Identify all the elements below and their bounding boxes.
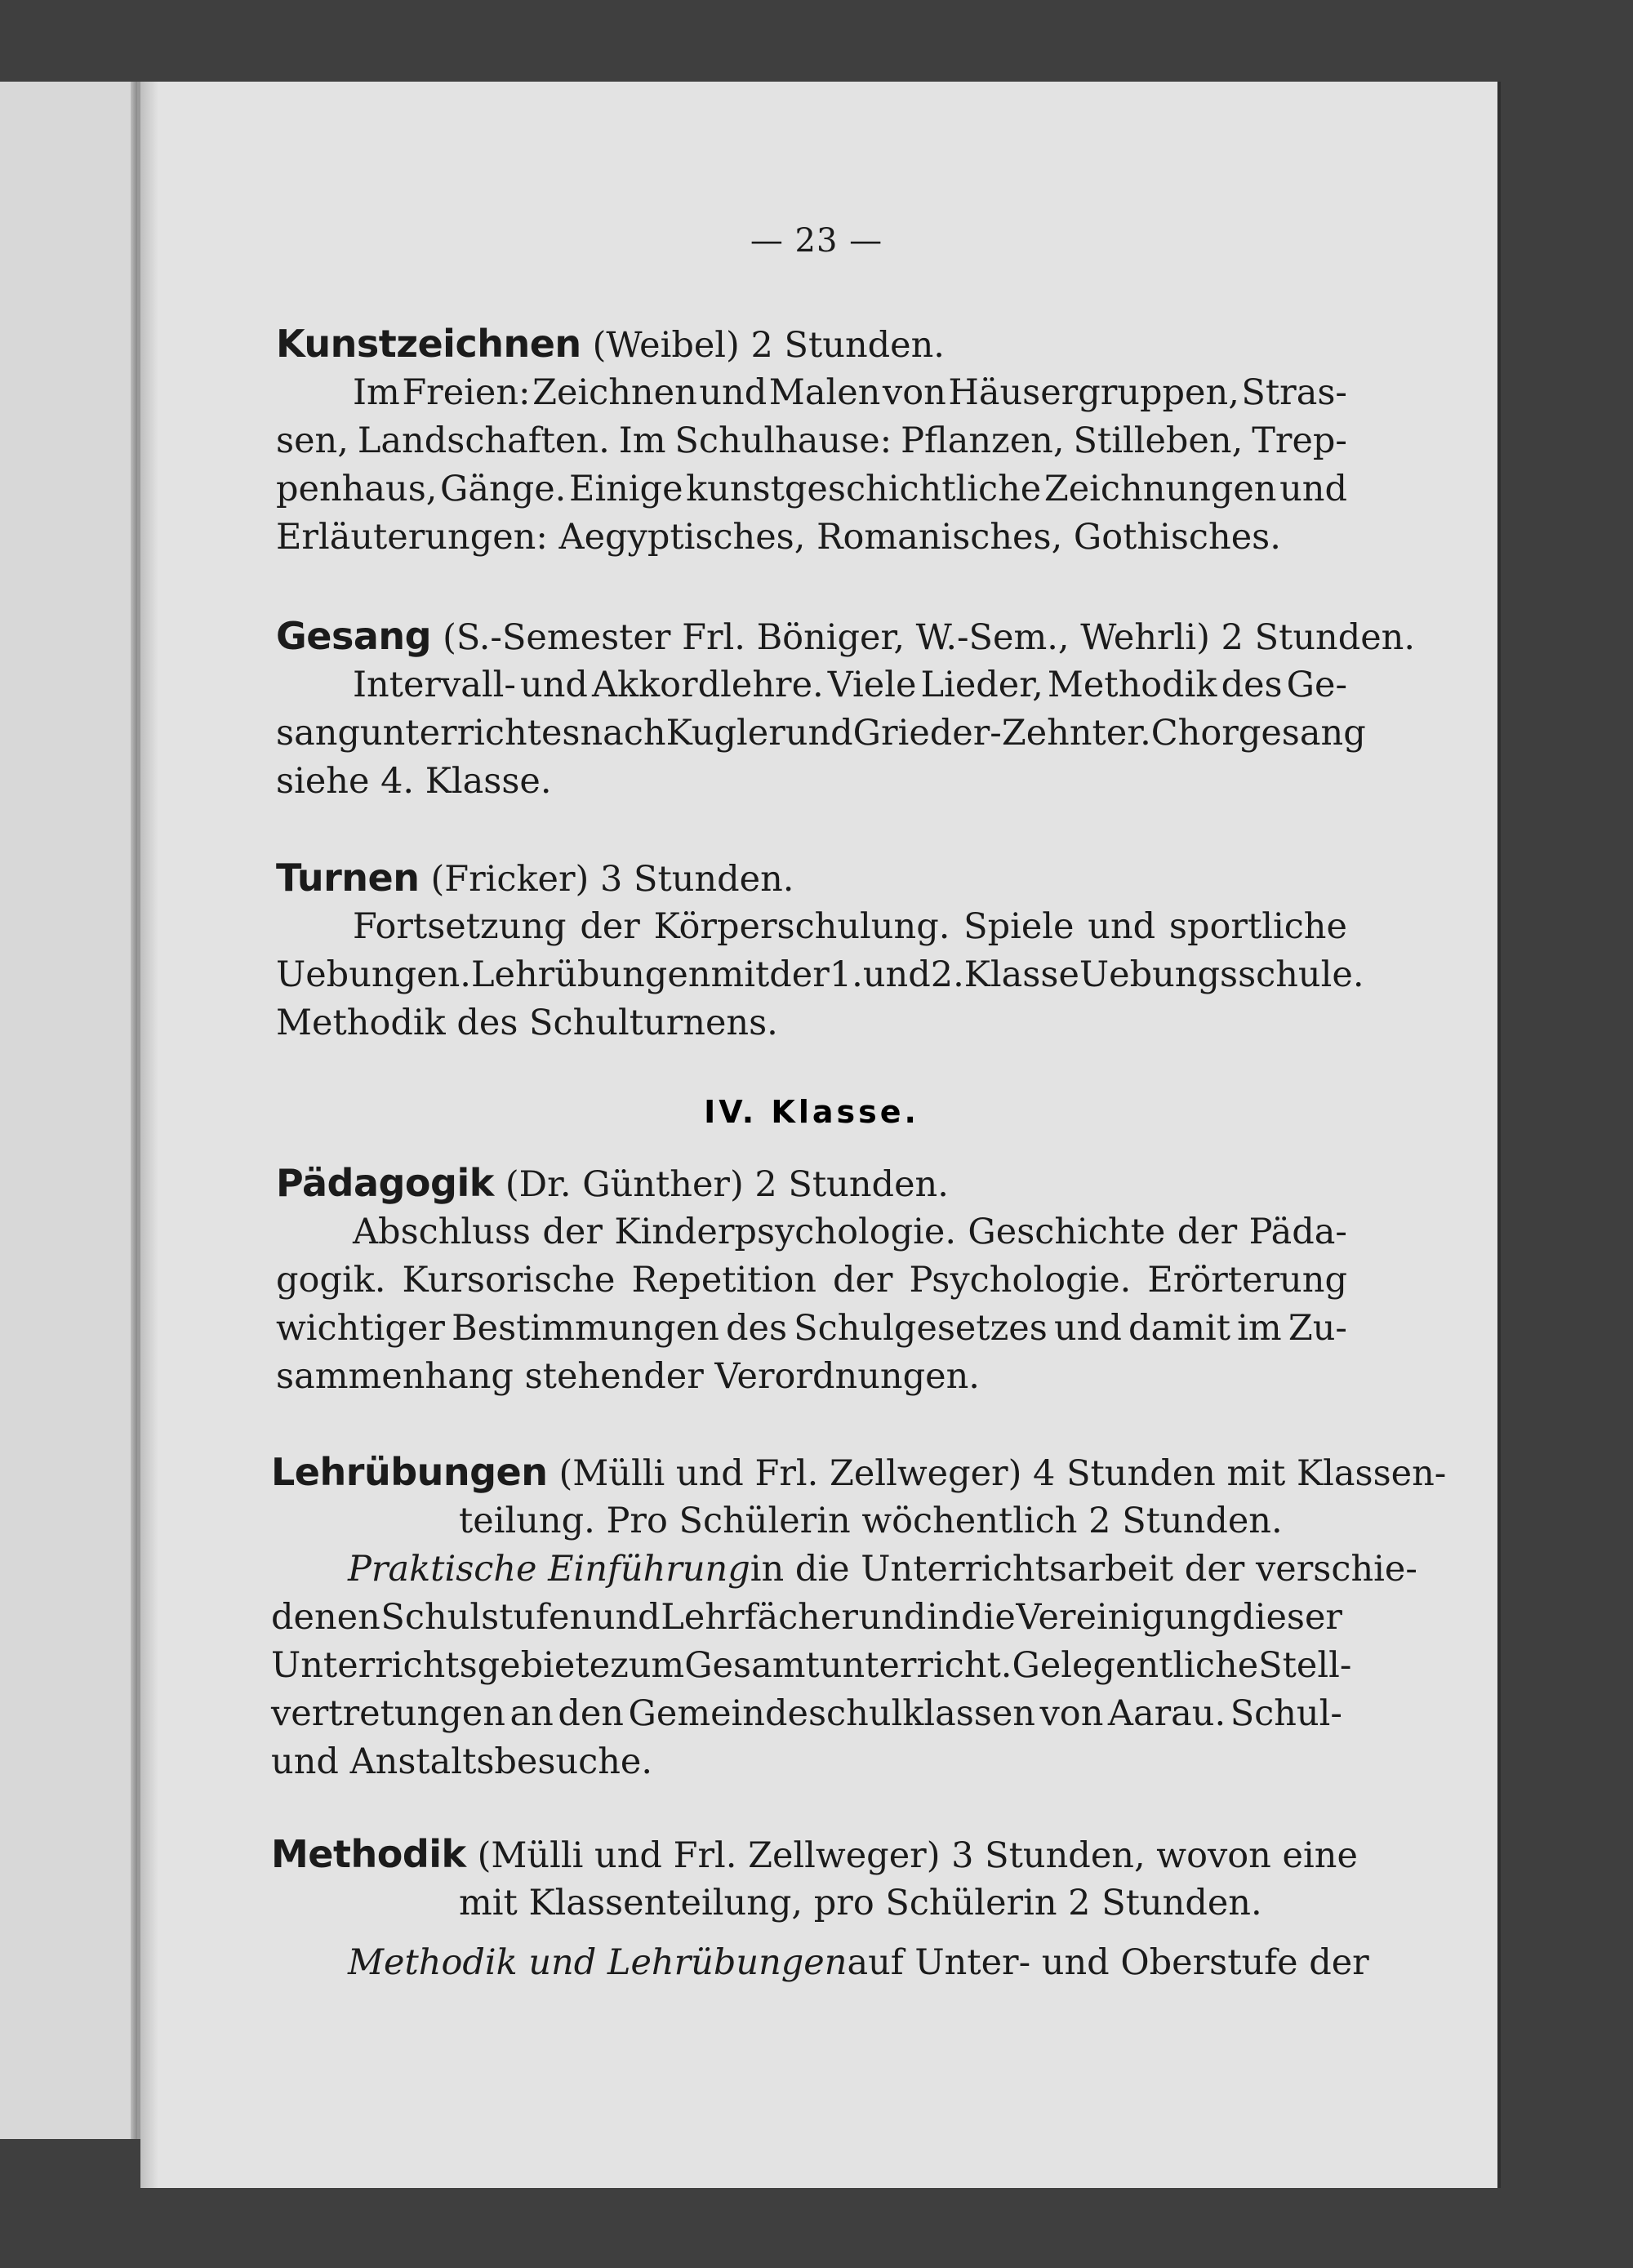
- word: Einige: [568, 469, 683, 509]
- section-heading: Turnen: [276, 856, 420, 900]
- word: Landschaften.: [357, 420, 610, 461]
- section-heading-line: [276, 852, 1347, 903]
- word: von: [1039, 1693, 1104, 1734]
- word: und: [520, 665, 588, 705]
- word: Stras-: [1241, 372, 1347, 413]
- word: Schulstufen: [380, 1597, 593, 1638]
- word: Grieder-Zehnter.: [852, 713, 1151, 754]
- word: der: [1177, 1212, 1238, 1252]
- word: und: [1088, 906, 1156, 947]
- section-heading-line: [276, 318, 1347, 369]
- section-detail: (Mülli und Frl. Zellweger) 3 Stunden, wovon eine: [477, 1835, 1358, 1876]
- word: Aarau.: [1107, 1693, 1226, 1734]
- text-line: Methodik des Schulturnens.: [276, 1003, 778, 1043]
- word: des: [1221, 665, 1283, 705]
- word: und: [592, 1597, 661, 1638]
- word: dieser: [1232, 1597, 1342, 1638]
- word: Abschluss: [353, 1212, 532, 1252]
- section-heading: Methodik: [271, 1832, 466, 1876]
- word: nach: [580, 713, 666, 754]
- word: im: [1237, 1308, 1282, 1349]
- text-line: [276, 369, 1347, 417]
- section-heading: Kunstzeichnen: [276, 322, 581, 366]
- text-line: [271, 1642, 1352, 1690]
- text-line: siehe 4. Klasse.: [276, 761, 552, 802]
- word: der: [769, 954, 830, 995]
- binding-gutter: [131, 82, 137, 2139]
- word: die: [961, 1597, 1016, 1638]
- word: Zeichnen: [532, 372, 697, 413]
- class-heading: IV. Klasse.: [704, 1094, 919, 1130]
- word: denen: [271, 1597, 380, 1638]
- word: Körperschulung.: [653, 906, 950, 947]
- word: und: [862, 954, 931, 995]
- word: Im: [353, 372, 400, 413]
- word: Kinderpsychologie.: [614, 1212, 957, 1252]
- text-line: [276, 1256, 1347, 1305]
- word: Chorgesang: [1150, 713, 1366, 754]
- word: sangunterrichtes: [276, 713, 581, 754]
- word: Repetition: [631, 1260, 816, 1301]
- word: penhaus,: [276, 469, 438, 509]
- text-line-with-lead: [271, 1545, 1417, 1594]
- word: sportliche: [1168, 906, 1347, 947]
- previous-page-edge: [0, 82, 140, 2139]
- word: Trep-: [1252, 420, 1347, 461]
- word: wichtiger: [276, 1308, 445, 1349]
- section-methodik: [271, 1829, 1369, 1987]
- word: der: [580, 906, 640, 947]
- word: an: [509, 1693, 554, 1734]
- section-gesang: [276, 611, 1416, 806]
- italic-lead: Praktische Einführung: [348, 1549, 750, 1590]
- text-line-with-lead: [271, 1939, 1369, 1987]
- text-line: [276, 417, 1347, 465]
- word: Stell-: [1258, 1645, 1352, 1686]
- word: Lieder,: [920, 665, 1043, 705]
- section-heading: Pädagogik: [276, 1161, 494, 1205]
- word: Uebungen.: [276, 954, 471, 995]
- word: Intervall-: [353, 665, 516, 705]
- word: damit: [1128, 1308, 1230, 1349]
- word: Viele: [827, 665, 917, 705]
- word: und: [1279, 469, 1347, 509]
- word: sen,: [276, 420, 349, 461]
- text-line: Erläuterungen: Aegyptisches, Romanisches, Gothisches.: [276, 517, 1281, 558]
- word: Kugler: [665, 713, 785, 754]
- section-heading-line: [271, 1829, 1358, 1879]
- word: gogik.: [276, 1260, 386, 1301]
- word: Kursorische: [402, 1260, 616, 1301]
- section-kunstzeichnen: [276, 318, 1347, 562]
- word: der: [542, 1212, 603, 1252]
- italic-lead: Methodik und Lehrübungen: [348, 1942, 848, 1983]
- word: Gänge.: [440, 469, 567, 509]
- word: Ge-: [1286, 665, 1347, 705]
- word: Bestimmungen: [452, 1308, 719, 1349]
- word: Unterrichtsgebiete: [271, 1645, 611, 1686]
- word: vertretungen: [271, 1693, 505, 1734]
- word: Vereinigung: [1016, 1597, 1232, 1638]
- word: Schulhause:: [674, 420, 892, 461]
- section-detail: (S.-Semester Frl. Böniger, W.-Sem., Wehrli) 2 Stunden.: [443, 617, 1416, 658]
- word: Im: [618, 420, 666, 461]
- section-lehruebungen: [271, 1447, 1447, 1786]
- word: 2.: [930, 954, 964, 995]
- word: 1.: [829, 954, 863, 995]
- word: Lehrfächer: [661, 1597, 858, 1638]
- word: und: [858, 1597, 927, 1638]
- text-line: in die Unterrichtsarbeit der verschie-: [750, 1549, 1417, 1590]
- word: Malen: [768, 372, 881, 413]
- word: Gelegentliche: [1012, 1645, 1259, 1686]
- word: zum: [610, 1645, 685, 1686]
- word: Lehrübungen: [470, 954, 711, 995]
- word: Pflanzen,: [901, 420, 1065, 461]
- page-number: — 23 —: [750, 222, 883, 260]
- word: Gesamtunterricht.: [684, 1645, 1012, 1686]
- word: Psychologie.: [909, 1260, 1132, 1301]
- word: Spiele: [963, 906, 1075, 947]
- word: und: [1053, 1308, 1122, 1349]
- section-heading-line: [276, 1158, 1347, 1208]
- word: Klasse: [963, 954, 1079, 995]
- word: Schul-: [1230, 1693, 1342, 1734]
- section-heading: Lehrübungen: [271, 1450, 548, 1494]
- text-line: [271, 1594, 1342, 1642]
- section-detail: (Fricker) 3 Stunden.: [430, 859, 794, 900]
- section-detail: (Weibel) 2 Stunden.: [592, 325, 945, 366]
- page-gutter-shadow: [140, 82, 158, 2188]
- word: Schulgesetzes: [794, 1308, 1048, 1349]
- section-detail: (Dr. Günther) 2 Stunden.: [505, 1164, 949, 1205]
- word: Freien:: [402, 372, 531, 413]
- word: Fortsetzung: [353, 906, 567, 947]
- word: Häusergruppen,: [948, 372, 1239, 413]
- word: von: [882, 372, 946, 413]
- text-line: und Anstaltsbesuche.: [271, 1741, 653, 1782]
- word: Uebungsschule.: [1079, 954, 1364, 995]
- section-detail: (Mülli und Frl. Zellweger) 4 Stunden mit Klassen-: [558, 1453, 1447, 1494]
- text-line: [276, 1208, 1347, 1256]
- section-detail-continuation: mit Klassenteilung, pro Schülerin 2 Stunden.: [459, 1883, 1262, 1923]
- text-line: [276, 1305, 1347, 1353]
- word: Zu-: [1288, 1308, 1347, 1349]
- section-turnen: [276, 852, 1364, 1047]
- text-line: [271, 1690, 1342, 1738]
- section-paedagogik: [276, 1158, 1347, 1401]
- word: in: [927, 1597, 961, 1638]
- section-heading-line: [276, 611, 1416, 661]
- word: Zeichnungen: [1043, 469, 1277, 509]
- section-heading: Gesang: [276, 614, 432, 658]
- word: Akkordlehre.: [591, 665, 824, 705]
- text-line: [276, 951, 1364, 999]
- word: Erörterung: [1147, 1260, 1347, 1301]
- word: Gemeindeschulklassen: [628, 1693, 1035, 1734]
- text-line: [276, 661, 1347, 709]
- word: kunstgeschichtliche: [686, 469, 1042, 509]
- text-line: [276, 709, 1366, 758]
- word: Päda-: [1248, 1212, 1347, 1252]
- word: Geschichte: [968, 1212, 1166, 1252]
- word: den: [558, 1693, 624, 1734]
- text-line: auf Unter- und Oberstufe der: [847, 1942, 1369, 1983]
- word: und: [699, 372, 768, 413]
- word: der: [832, 1260, 893, 1301]
- word: mit: [710, 954, 770, 995]
- text-line: sammenhang stehender Verordnungen.: [276, 1356, 980, 1397]
- text-line: [276, 465, 1347, 514]
- word: Stilleben,: [1073, 420, 1244, 461]
- section-heading-line: [271, 1447, 1447, 1497]
- word: Methodik: [1047, 665, 1217, 705]
- word: des: [725, 1308, 788, 1349]
- word: und: [785, 713, 853, 754]
- text-line: [276, 903, 1347, 951]
- section-detail-continuation: teilung. Pro Schülerin wöchentlich 2 Stunden.: [459, 1501, 1283, 1541]
